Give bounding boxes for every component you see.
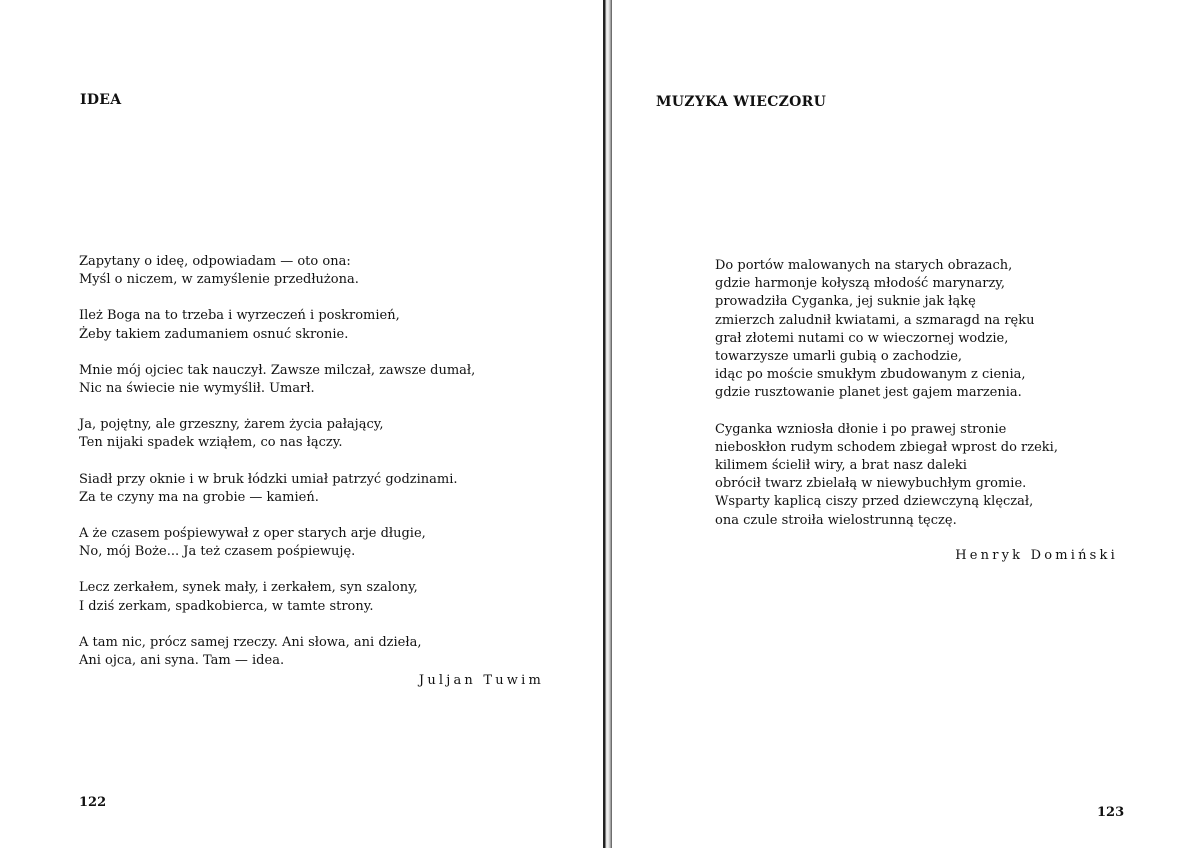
page-number: 123	[1097, 805, 1125, 820]
poem-body	[715, 257, 1075, 548]
poem-line: Za te czyny ma na grobie — kamień.	[79, 489, 319, 505]
poem-line: Nic na świecie nie wymyślił. Umarł.	[79, 381, 315, 397]
poem-line: idąc po moście smukłym zbudowanym z cienia,	[715, 367, 1026, 383]
poem-line: gdzie harmonje kołyszą młodość marynarzy,	[715, 276, 1006, 292]
poem-line: Lecz zerkałem, synek mały, i zerkałem, syn szalony,	[79, 580, 418, 596]
poem-line: towarzysze umarli gubią o zachodzie,	[715, 349, 963, 365]
poem-line: Żeby takiem zadumaniem osnuć skronie.	[79, 326, 349, 342]
poem-line: grał złotemi nutami co w wieczornej wodzie,	[715, 330, 1009, 346]
poem-line: Siadł przy oknie i w bruk łódzki umiał patrzyć godzinami.	[79, 471, 458, 487]
poem-line: Zapytany o ideę, odpowiadam — oto ona:	[79, 254, 351, 269]
poem-line: prowadziła Cyganka, jej suknie jak łąkę	[715, 294, 976, 310]
poem-title: MUZYKA WIECZORU	[656, 94, 827, 110]
poem-line: nieboskłon rudym schodem zbiegał wprost do rzeki,	[715, 439, 1058, 455]
stanza	[79, 634, 549, 670]
poem-line: Do portów malowanych na starych obrazach,	[715, 258, 1013, 273]
poem-line: zmierzch zaludnił kwiatami, a szmaragd na ręku	[715, 312, 1035, 328]
poem-line: A tam nic, prócz samej rzeczy. Ani słowa, ani dzieła,	[79, 634, 422, 650]
stanza	[79, 525, 549, 561]
author-name: Juljan Tuwim	[418, 673, 544, 688]
stanza	[79, 253, 549, 289]
poem-line: I dziś zerkam, spadkobierca, w tamte strony.	[79, 598, 374, 614]
poem-line: Ja, pojętny, ale grzeszny, żarem życia pałający,	[79, 417, 384, 433]
poem-line: ona czule stroiła wielostrunną tęczę.	[715, 512, 957, 528]
page-number: 122	[79, 795, 107, 810]
poem-line: A że czasem pośpiewywał z oper starych arje długie,	[79, 526, 426, 542]
poem-line: Mnie mój ojciec tak nauczył. Zawsze milczał, zawsze dumał,	[79, 362, 476, 378]
poem-line: Myśl o niczem, w zamyślenie przedłużona.	[79, 272, 359, 288]
poem-line: obrócił twarz zbielałą w niewybuchłym gromie.	[715, 476, 1027, 492]
stanza	[715, 257, 1075, 403]
book-gutter	[603, 0, 612, 848]
right-page	[612, 0, 1200, 848]
poem-body	[79, 253, 549, 688]
poem-line: Cyganka wzniosła dłonie i po prawej stronie	[715, 421, 1007, 437]
poem-line: Wsparty kaplicą ciszy przed dziewczyną klęczał,	[715, 494, 1034, 510]
stanza	[79, 416, 549, 452]
poem-line: Ileż Boga na to trzeba i wyrzeczeń i poskromień,	[79, 308, 400, 324]
stanza	[79, 579, 549, 615]
poem-title: IDEA	[80, 92, 122, 108]
poem-line: gdzie rusztowanie planet jest gajem marzenia.	[715, 385, 1022, 401]
poem-line: Ani ojca, ani syna. Tam — idea.	[79, 653, 285, 669]
stanza	[79, 307, 549, 343]
poem-line: Ten nijaki spadek wziąłem, co nas łączy.	[79, 435, 343, 451]
poem-line: kilimem ścielił wiry, a brat nasz daleki	[715, 458, 967, 474]
stanza	[79, 362, 549, 398]
author-name: Henryk Domiński	[955, 548, 1118, 563]
stanza	[715, 421, 1075, 530]
poem-line: No, mój Boże... Ja też czasem pośpiewuję.	[79, 544, 356, 560]
stanza	[79, 471, 549, 507]
